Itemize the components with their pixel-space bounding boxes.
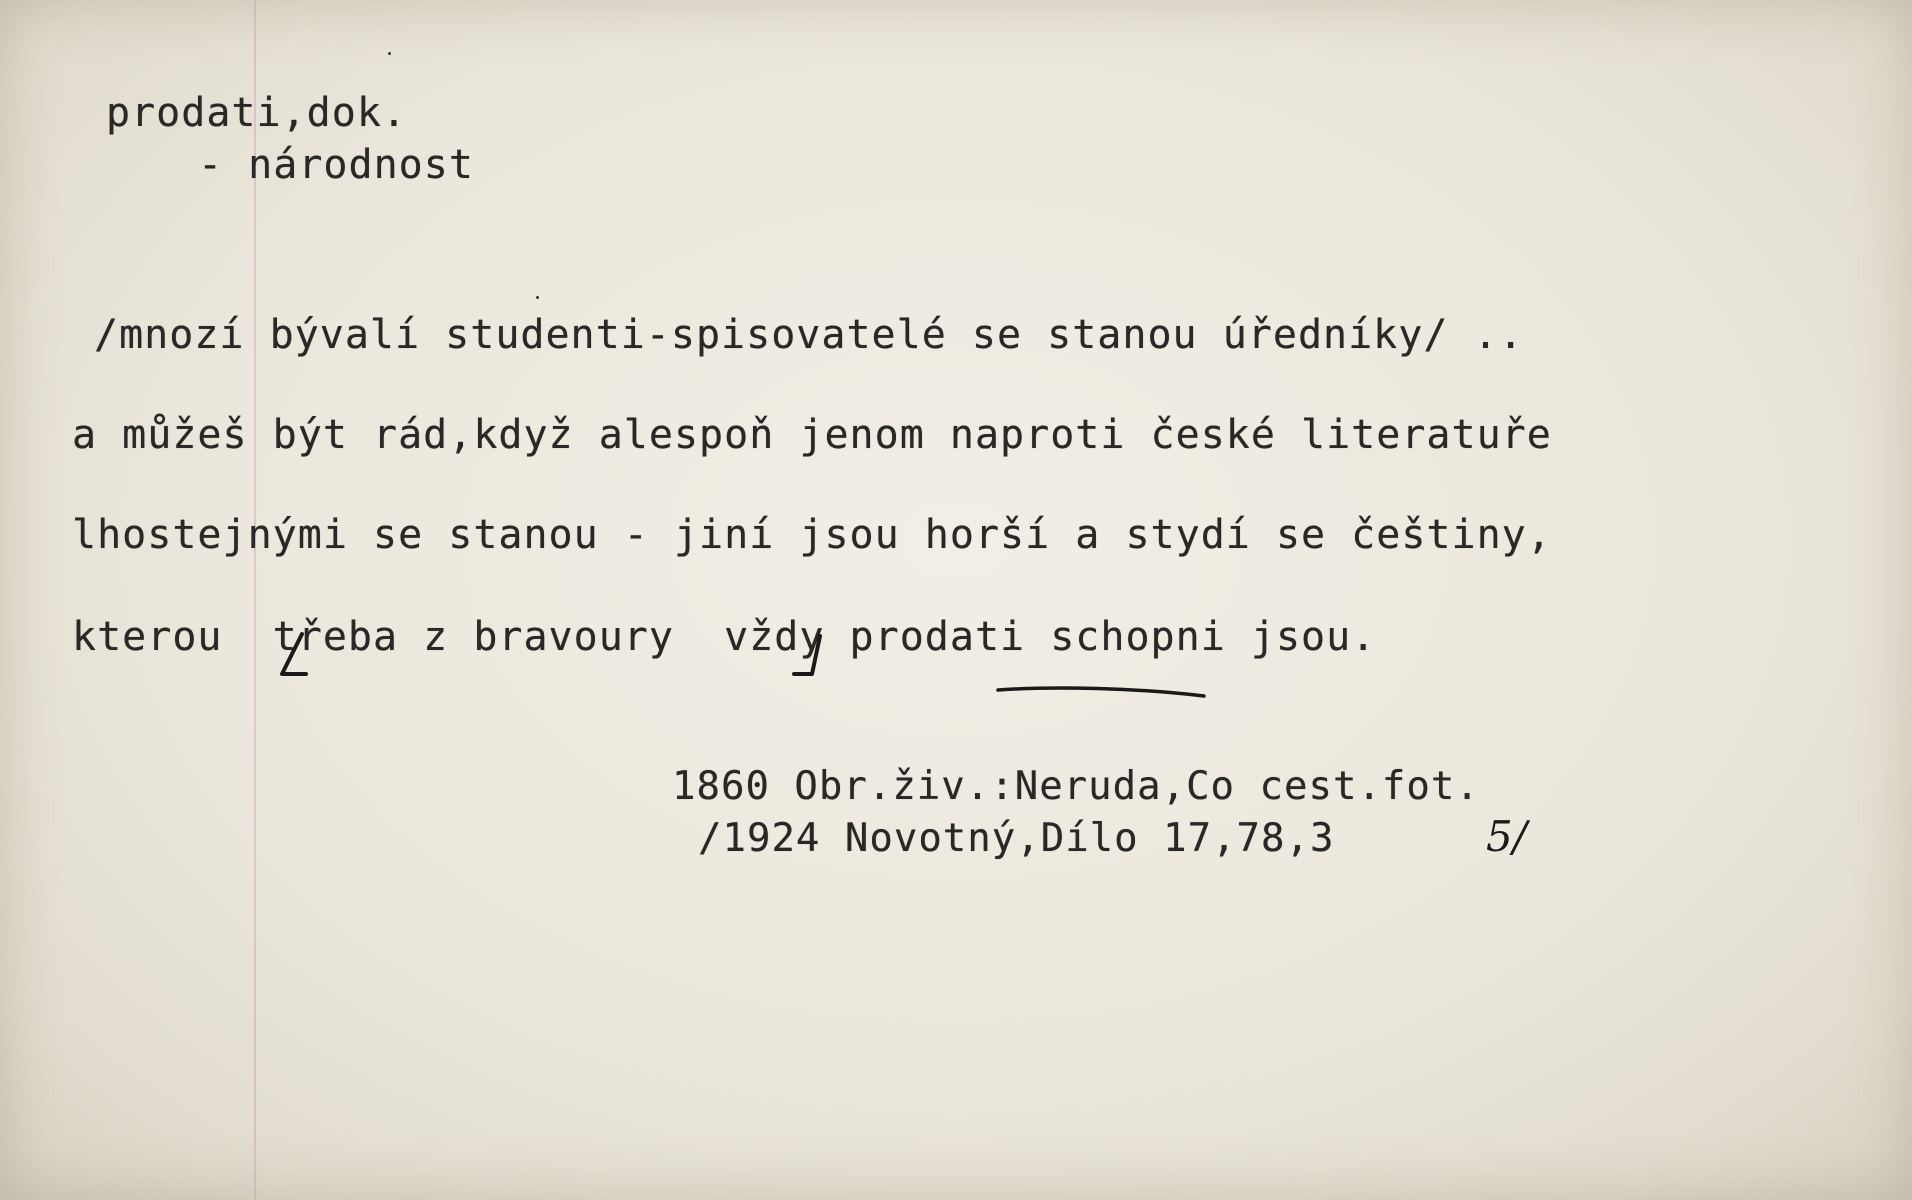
citation-line-1: 1860 Obr.živ.:Neruda,Co cest.fot.	[672, 764, 1480, 809]
quote-line-2: a můžeš být rád,když alespoň jenom naproti české literatuře	[72, 412, 1552, 458]
headword-topic: - národnost	[198, 142, 474, 188]
pen-bracket-close	[790, 628, 824, 684]
quote-line-3: lhostejnými se stanou - jiní jsou horší a stydí se češtiny,	[72, 512, 1552, 558]
headword: prodati,dok.	[106, 90, 407, 136]
paper-speck	[536, 296, 539, 299]
pen-bracket-open	[276, 628, 310, 684]
quote-line-4: kterou třeba z bravoury vždy prodati schopni jsou.	[72, 614, 1377, 660]
citation-line-2: /1924 Novotný,Dílo 17,78,3	[698, 816, 1335, 861]
handwritten-page-number: 5/	[1486, 812, 1527, 861]
quote-line-1: /mnozí bývalí studenti-spisovatelé se stanou úředníky/ ..	[94, 312, 1524, 358]
pen-underline	[996, 684, 1206, 700]
paper-speck	[388, 52, 391, 55]
